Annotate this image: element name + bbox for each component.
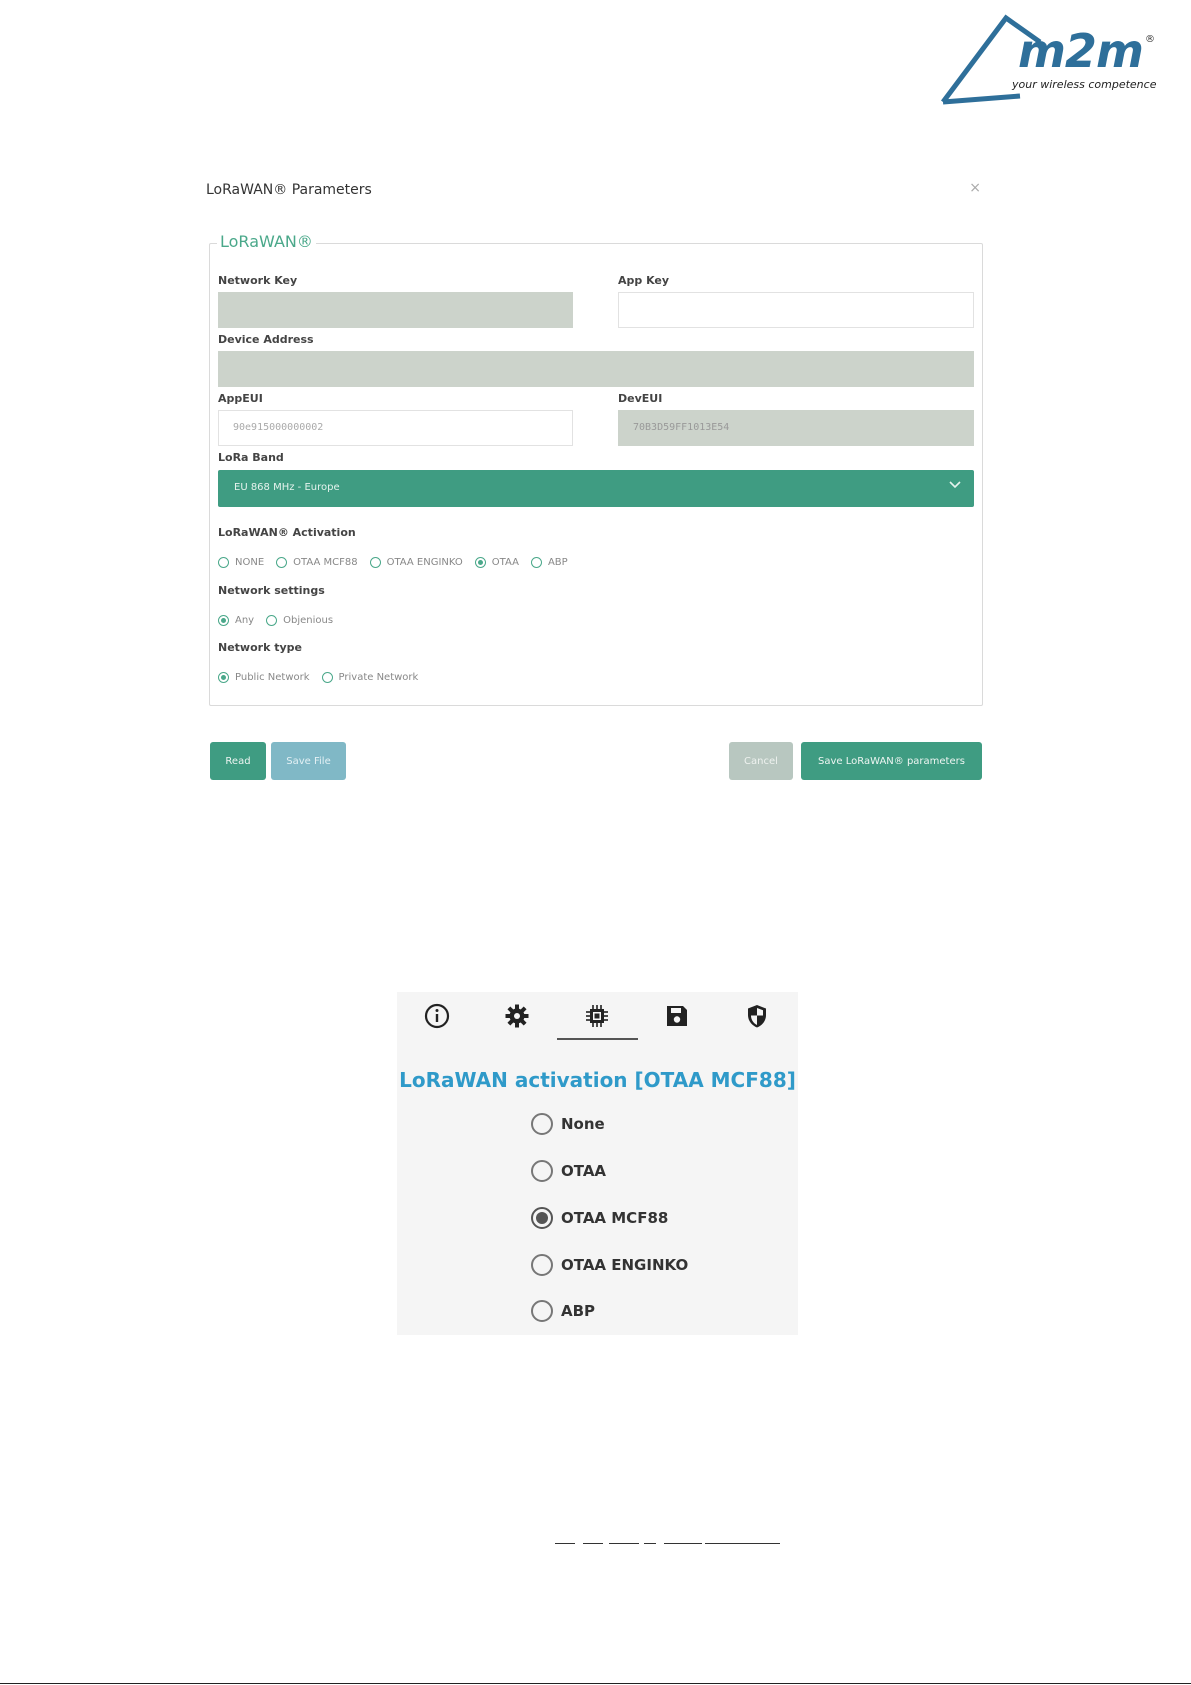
save-lorawan-parameters-button[interactable]: Save LoRaWAN® parameters xyxy=(801,742,982,780)
footer-dash xyxy=(644,1543,656,1544)
network-type-option-private[interactable] xyxy=(322,672,419,683)
footer-divider xyxy=(0,1683,1191,1684)
option-label: OTAA MCF88 xyxy=(293,557,358,568)
mobile-option-none[interactable] xyxy=(531,1113,605,1135)
lorawan-activation-label: LoRaWAN® Activation xyxy=(218,526,356,539)
network-settings-radio-group xyxy=(218,615,345,626)
radio-icon xyxy=(266,615,277,626)
dialog-title: LoRaWAN® Parameters xyxy=(206,182,372,198)
device-address-label: Device Address xyxy=(218,333,314,346)
mobile-option-otaa[interactable] xyxy=(531,1160,606,1182)
app-eui-field[interactable]: 90e915000000002 xyxy=(218,410,573,446)
radio-selected-icon xyxy=(218,615,229,626)
radio-icon xyxy=(370,557,381,568)
activation-option-otaa-enginko[interactable] xyxy=(370,557,463,568)
footer-dash xyxy=(609,1543,639,1544)
radio-icon xyxy=(531,1300,553,1322)
dev-eui-label: DevEUI xyxy=(618,392,663,405)
logo-registered-mark: ® xyxy=(1145,34,1155,45)
footer-dash xyxy=(705,1543,780,1544)
mobile-option-abp[interactable] xyxy=(531,1300,595,1322)
shield-icon[interactable] xyxy=(743,1002,771,1030)
device-address-field[interactable] xyxy=(218,351,974,387)
cancel-button[interactable]: Cancel xyxy=(729,742,793,780)
radio-icon xyxy=(531,557,542,568)
dev-eui-field[interactable]: 70B3D59FF1013E54 xyxy=(618,410,974,446)
radio-selected-icon xyxy=(475,557,486,568)
activation-radio-group xyxy=(218,557,580,568)
mobile-tab-bar xyxy=(397,992,798,1040)
logo-tagline: your wireless competence xyxy=(1012,78,1157,91)
option-label: NONE xyxy=(235,557,265,568)
activation-option-abp[interactable] xyxy=(531,557,568,568)
lora-band-select[interactable] xyxy=(218,470,974,507)
footer-dash xyxy=(555,1543,575,1544)
option-label: OTAA ENGINKO xyxy=(386,557,463,568)
read-button[interactable]: Read xyxy=(210,742,266,780)
radio-icon xyxy=(276,557,287,568)
radio-icon xyxy=(218,557,229,568)
option-label: OTAA xyxy=(561,1162,607,1180)
option-label: Any xyxy=(235,615,255,626)
lora-band-label: LoRa Band xyxy=(218,451,284,464)
network-type-option-public[interactable] xyxy=(218,672,310,683)
network-settings-option-objenious[interactable] xyxy=(266,615,333,626)
radio-icon xyxy=(531,1113,553,1135)
chevron-down-icon xyxy=(948,478,962,492)
footer-dash xyxy=(664,1543,702,1544)
activation-option-otaa-mcf88[interactable] xyxy=(276,557,357,568)
network-settings-option-any[interactable] xyxy=(218,615,254,626)
option-label: Private Network xyxy=(338,672,419,683)
gear-icon[interactable] xyxy=(503,1002,531,1030)
chip-icon[interactable] xyxy=(583,1002,611,1030)
logo-wordmark: m2m xyxy=(1018,24,1143,78)
active-tab-indicator xyxy=(557,1038,638,1040)
network-type-label: Network type xyxy=(218,641,302,654)
radio-selected-icon xyxy=(531,1207,553,1229)
option-label: Objenious xyxy=(283,615,334,626)
activation-option-none[interactable] xyxy=(218,557,264,568)
mobile-option-otaa-mcf88[interactable] xyxy=(531,1207,668,1229)
mobile-screen-title: LoRaWAN activation [OTAA MCF88] xyxy=(399,1068,796,1092)
radio-icon xyxy=(531,1160,553,1182)
option-label: None xyxy=(561,1115,605,1133)
app-eui-label: AppEUI xyxy=(218,392,263,405)
app-key-label: App Key xyxy=(618,274,670,287)
option-label: OTAA MCF88 xyxy=(561,1209,669,1227)
network-key-field[interactable] xyxy=(218,292,573,328)
network-type-radio-group xyxy=(218,672,430,683)
network-key-label: Network Key xyxy=(218,274,298,287)
radio-icon xyxy=(322,672,333,683)
option-label: OTAA xyxy=(491,557,519,568)
fieldset-legend: LoRaWAN® xyxy=(217,232,316,251)
option-label: OTAA ENGINKO xyxy=(561,1256,689,1274)
close-icon[interactable]: × xyxy=(969,180,981,196)
info-icon[interactable] xyxy=(423,1002,451,1030)
m2m-logo xyxy=(940,14,1162,106)
radio-selected-icon xyxy=(218,672,229,683)
network-settings-label: Network settings xyxy=(218,584,325,597)
option-label: ABP xyxy=(561,1302,596,1320)
lora-band-selected: EU 868 MHz - Europe xyxy=(234,482,340,493)
option-label: Public Network xyxy=(235,672,310,683)
mobile-activation-screen xyxy=(397,992,798,1335)
app-key-field[interactable] xyxy=(618,292,974,328)
footer-dash xyxy=(583,1543,603,1544)
radio-icon xyxy=(531,1254,553,1276)
option-label: ABP xyxy=(547,557,568,568)
mobile-option-otaa-enginko[interactable] xyxy=(531,1254,688,1276)
floppy-disk-icon[interactable] xyxy=(663,1002,691,1030)
activation-option-otaa[interactable] xyxy=(475,557,519,568)
save-file-button[interactable]: Save File xyxy=(271,742,346,780)
